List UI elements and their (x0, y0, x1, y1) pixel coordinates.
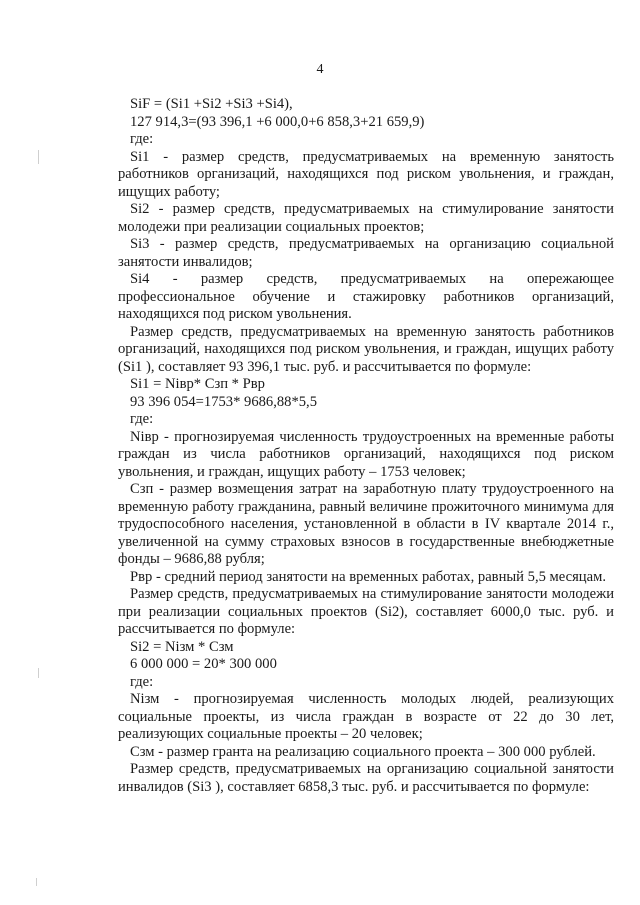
document-body (118, 96, 614, 796)
definition-si3: Si3 - размер средств, предусматриваемых на организацию социальной занятости инвалидов; (118, 236, 614, 270)
formula-si1: Si1 = Nівр* Сзп * Рвр (130, 376, 265, 392)
formula-sif: SiF = (Si1 +Si2 +Si3 +Si4), (130, 96, 293, 112)
scan-edge-mark (38, 150, 39, 164)
paragraph-si3-amount: Размер средств, предусматриваемых на организацию социальной занятости инвалидов (Si3 ), составляет 6858,3 тыс. руб. и рассчитывается по формуле: (118, 761, 614, 795)
definition-nizm: Nізм - прогнозируемая численность молодых людей, реализующих социальные проекты, из числа граждан в возрасте от 22 до 30 лет, реализующих социальные проекты – 20 человек; (118, 691, 614, 742)
scan-edge-mark (38, 668, 39, 678)
formula-si2-values: 6 000 000 = 20* 300 000 (130, 656, 277, 672)
definition-si4: Si4 - размер средств, предусматриваемых на опережающее профессиональное обучение и стажировку работников организаций, находящихся под риском увольнения. (118, 271, 614, 322)
definition-nivr: Nівр - прогнозируемая численность трудоустроенных на временные работы граждан из числа работников организаций, находящихся под риском увольнения, и граждан, ищущих работу – 1753 человек; (118, 428, 614, 480)
definition-szm: Сзм - размер гранта на реализацию социального проекта – 300 000 рублей. (130, 743, 596, 760)
definition-si2: Si2 - размер средств, предусматриваемых на стимулирование занятости молодежи при реализации социальных проектов; (118, 201, 614, 235)
where-label: где: (130, 131, 154, 147)
definition-rvr: Рвр - средний период занятости на временных работах, равный 5,5 месяцам. (130, 568, 606, 585)
paragraph-si2-amount: Размер средств, предусматриваемых на стимулирование занятости молодежи при реализации социальных проектов (Si2), составляет 6000,0 тыс. руб. и рассчитывается по формуле: (118, 586, 614, 637)
formula-si2: Si2 = Nізм * Сзм (130, 638, 234, 655)
formula-si1-values: 93 396 054=1753* 9686,88*5,5 (130, 393, 318, 410)
where-label: где: (130, 411, 154, 427)
page-number: 4 (316, 62, 324, 77)
formula-sif-values: 127 914,3=(93 396,1 +6 000,0+6 858,3+21 659,9) (130, 113, 425, 130)
where-label: где: (130, 673, 154, 690)
definition-szp: Сзп - размер возмещения затрат на заработную плату трудоустроенного на временную работу гражданина, равный величине прожиточного минимума для трудоспособного населения, установленной в области в IV квартале 2014 г., увеличенной на сумму страховых взносов в государственные внебюджетные фонды – 9686,88 рубля; (118, 481, 614, 567)
paragraph-si1-amount: Размер средств, предусматриваемых на временную занятость работников организаций, находящихся под риском увольнения, и граждан, ищущих работу (Si1 ), составляет 93 396,1 тыс. руб. и рассчитывается по формуле: (118, 323, 614, 375)
definition-si1: Si1 - размер средств, предусматриваемых на временную занятость работников организаций, находящихся под риском увольнения, и граждан, ищущих работу; (118, 148, 614, 200)
scan-edge-mark (36, 878, 37, 886)
